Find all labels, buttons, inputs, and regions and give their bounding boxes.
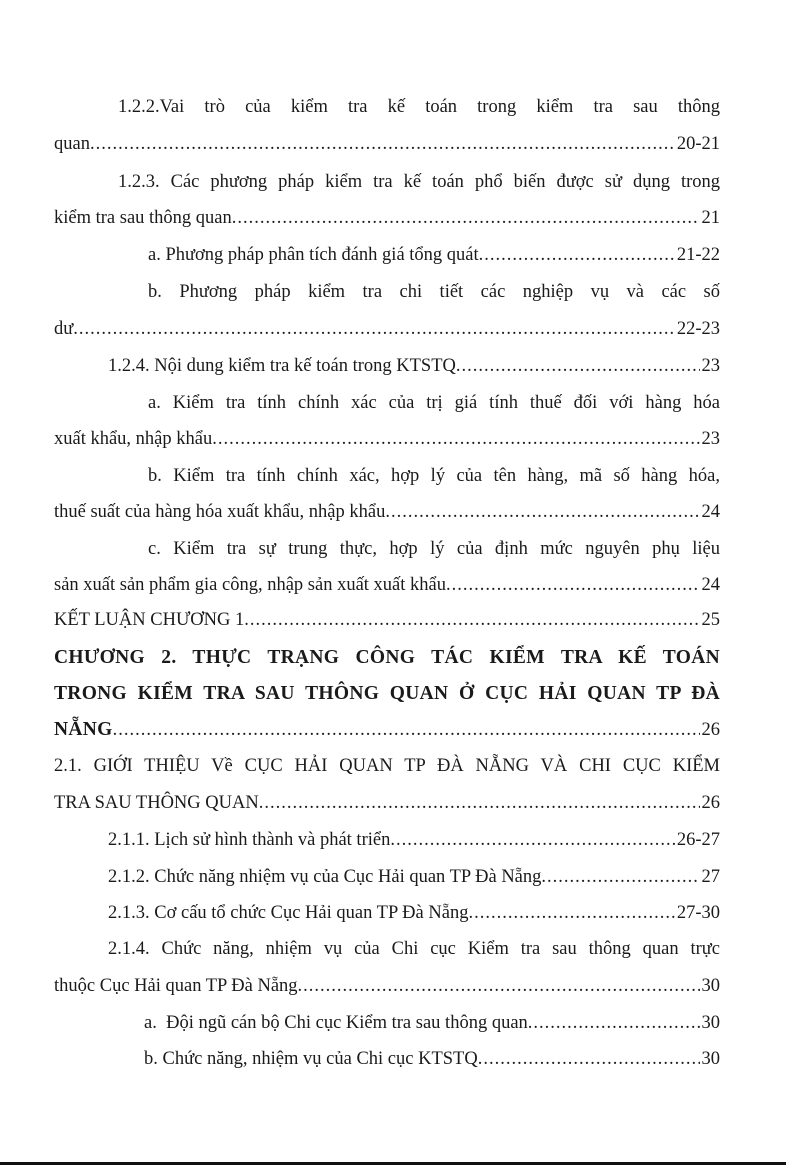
toc-entry-2-1-2	[108, 862, 720, 892]
toc-entry-text: b. Chức năng, nhiệm vụ của Chi cục KTSTQ	[144, 1049, 478, 1069]
dot-leader	[73, 314, 675, 344]
toc-page-number: 23	[701, 356, 720, 376]
toc-entry-a-tri-gia-cont	[54, 424, 720, 454]
toc-entry-1-2-4	[108, 351, 720, 381]
toc-entry-1-2-2-cont	[54, 129, 720, 159]
toc-page-number: 30	[701, 1049, 720, 1069]
toc-entry-2-1-3	[108, 898, 720, 928]
toc-page-number: 30	[701, 1013, 720, 1033]
toc-entry-2-1: 2.1. GIỚI THIỆU Về CỤC HẢI QUAN TP ĐÀ NẴNG VÀ CHI CỤC KIỂM	[54, 756, 720, 776]
toc-page-number: 22-23	[676, 319, 720, 339]
dot-leader	[212, 424, 699, 454]
toc-entry-text: 1.2.4. Nội dung kiểm tra kế toán trong KTSTQ	[108, 356, 456, 376]
dot-leader	[232, 203, 700, 233]
toc-entry-b-kiem-tra-chi-tiet: b. Phương pháp kiểm tra chi tiết các nghiệp vụ và các số	[148, 282, 720, 302]
toc-page-number: 21-22	[676, 245, 720, 265]
toc-entry-ket-luan-chuong-1	[54, 605, 720, 635]
toc-entry-2-1-4-cont	[54, 971, 720, 1001]
toc-page-number: 27	[701, 867, 720, 887]
toc-entry-text: 2.1.3. Cơ cấu tổ chức Cục Hải quan TP Đà Nẵng	[108, 903, 469, 923]
toc-entry-2-1-4: 2.1.4. Chức năng, nhiệm vụ của Chi cục Kiểm tra sau thông quan trực	[108, 939, 720, 959]
toc-entry-1-2-2: 1.2.2.Vai trò của kiểm tra kế toán trong kiểm tra sau thông	[118, 97, 720, 117]
toc-entry-b-kiem-tra-chi-tiet-cont	[54, 314, 720, 344]
toc-page-number: 20-21	[676, 134, 720, 154]
toc-entry-text: a. Đội ngũ cán bộ Chi cục Kiểm tra sau thông quan	[144, 1013, 528, 1033]
toc-entry-text: quan	[54, 134, 90, 154]
toc-chapter-2-line-2: TRONG KIỂM TRA SAU THÔNG QUAN Ở CỤC HẢI QUAN TP ĐÀ	[54, 683, 720, 704]
dot-leader	[541, 862, 699, 892]
toc-entry-a-tri-gia: a. Kiểm tra tính chính xác của trị giá tính thuế đối với hàng hóa	[148, 393, 720, 413]
toc-page-number: 26-27	[676, 830, 720, 850]
toc-entry-text: KẾT LUẬN CHƯƠNG 1	[54, 610, 245, 630]
dot-leader	[479, 240, 675, 270]
toc-entry-c-dinh-muc-cont	[54, 570, 720, 600]
dot-leader	[390, 825, 674, 855]
toc-entry-b-ten-hang-cont	[54, 497, 720, 527]
toc-entry-text: 2.1.1. Lịch sử hình thành và phát triển	[108, 830, 391, 850]
toc-page-number: 23	[701, 429, 720, 449]
toc-entry-b-chuc-nang	[144, 1044, 720, 1074]
toc-entry-text: thuế suất của hàng hóa xuất khẩu, nhập khẩu	[54, 502, 386, 522]
dot-leader	[456, 351, 700, 381]
toc-entry-text: TRA SAU THÔNG QUAN	[54, 793, 259, 813]
dot-leader	[259, 788, 700, 818]
toc-entry-2-1-cont	[54, 788, 720, 818]
dot-leader	[90, 129, 675, 159]
page-bottom-edge	[0, 1162, 786, 1165]
dot-leader	[113, 715, 700, 745]
dot-leader	[244, 605, 699, 635]
dot-leader	[468, 898, 674, 928]
toc-page-number: 21	[701, 208, 720, 228]
toc-entry-a-phan-tich	[148, 240, 720, 270]
toc-entry-a-doi-ngu	[144, 1008, 720, 1038]
toc-entry-text: dư	[54, 319, 74, 339]
toc-page-number: 26	[701, 793, 720, 813]
toc-entry-2-1-1	[108, 825, 720, 855]
toc-entry-text: xuất khẩu, nhập khẩu	[54, 429, 213, 449]
dot-leader	[478, 1044, 700, 1074]
toc-entry-text: thuộc Cục Hải quan TP Đà Nẵng	[54, 976, 298, 996]
toc-page-number: 27-30	[676, 903, 720, 923]
toc-entry-1-2-3-cont	[54, 203, 720, 233]
toc-entry-text: NẴNG	[54, 719, 113, 740]
toc-chapter-2-line-1: CHƯƠNG 2. THỰC TRẠNG CÔNG TÁC KIỂM TRA KẾ TOÁN	[54, 647, 720, 668]
dot-leader	[298, 971, 700, 1001]
toc-entry-text: a. Phương pháp phân tích đánh giá tổng quát	[148, 245, 479, 265]
toc-entry-c-dinh-muc: c. Kiểm tra sự trung thực, hợp lý của định mức nguyên phụ liệu	[148, 539, 720, 559]
toc-entry-b-ten-hang: b. Kiểm tra tính chính xác, hợp lý của tên hàng, mã số hàng hóa,	[148, 466, 720, 486]
toc-page-number: 24	[701, 502, 720, 522]
toc-page-number: 26	[701, 720, 720, 740]
toc-page-number: 24	[701, 575, 720, 595]
dot-leader	[528, 1008, 700, 1038]
dot-leader	[385, 497, 699, 527]
dot-leader	[446, 570, 700, 600]
toc-entry-text: 2.1.2. Chức năng nhiệm vụ của Cục Hải quan TP Đà Nẵng	[108, 867, 542, 887]
toc-page-number: 25	[701, 610, 720, 630]
toc-entry-text: sản xuất sản phẩm gia công, nhập sản xuất xuất khẩu	[54, 575, 446, 595]
toc-entry-text: kiểm tra sau thông quan	[54, 208, 232, 228]
toc-chapter-2-line-3	[54, 715, 720, 745]
toc-entry-1-2-3: 1.2.3. Các phương pháp kiểm tra kế toán phổ biến được sử dụng trong	[118, 172, 720, 192]
toc-page-number: 30	[701, 976, 720, 996]
